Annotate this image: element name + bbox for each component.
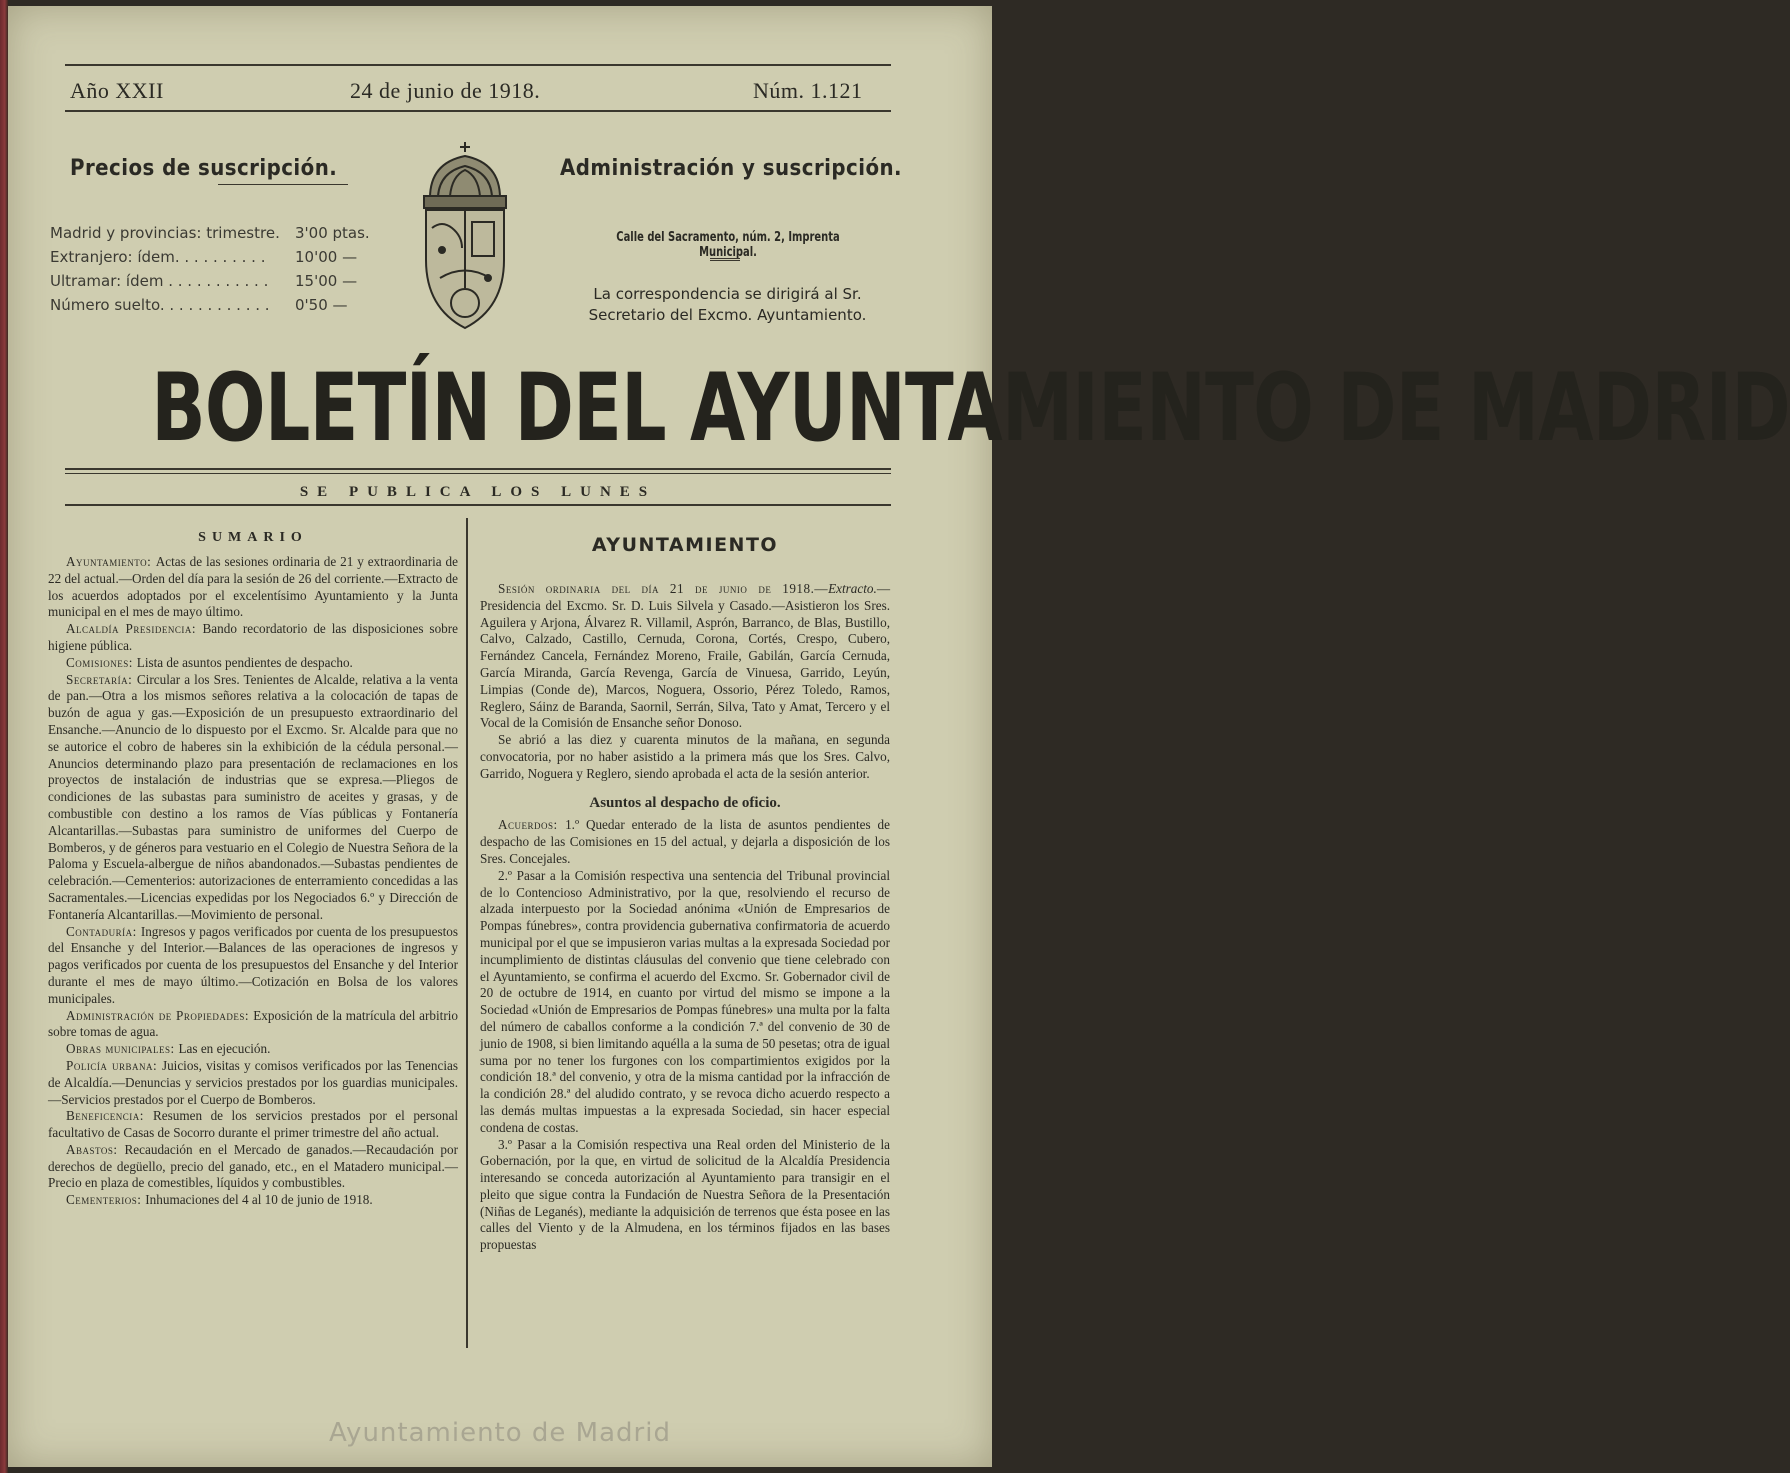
sumario-entry-text: Exposición de la matrícula del arbitrio sobre tomas de agua.: [48, 1007, 458, 1040]
sumario-entry: [48, 1058, 458, 1108]
sumario-entry: [48, 655, 458, 672]
session-lead: Sesión ordinaria del día 21 de junio de 1918.—: [498, 581, 829, 596]
price-amount: 3'00 ptas.: [295, 224, 370, 242]
price-row: [50, 248, 380, 266]
price-amount: 0'50 —: [295, 296, 348, 314]
acuerdo-item: [480, 868, 890, 1137]
sumario-entry-text: Ingresos y pagos verificados por cuenta de los presupuestos del Ensanche y del Interior.—Balances de las operaciones de ingresos y pagos verificados por cuenta de los presupuestos del Ensanche y del Interior durante el mes de mayo último.—Cotización en Bolsa de los valores municipales.: [48, 923, 458, 1006]
sumario-entry-lead: Administración de Propiedades:: [66, 1007, 254, 1023]
sumario-entry: [48, 621, 458, 655]
sumario-entry-text: Juicios, visitas y comisos verificados por las Tenencias de Alcaldía.—Denuncias y servicios prestados por los guardias municipales.—Servicios prestados por el Cuerpo de Bomberos.: [48, 1057, 459, 1107]
acuerdos-list: [480, 817, 890, 1254]
sumario-entry-text: Inhumaciones del 4 al 10 de junio de 1918.: [145, 1192, 373, 1208]
subtitle-rule: [65, 504, 891, 506]
coat-of-arms-emblem: [410, 138, 520, 338]
administration-note: La correspondencia se dirigirá al Sr. Secretario del Excmo. Ayuntamiento.: [588, 285, 867, 324]
newspaper-title: BOLETÍN DEL AYUNTAMIENTO DE MADRID: [151, 354, 1790, 463]
sumario-entry-lead: Beneficencia:: [66, 1108, 153, 1124]
sumario-entry: [48, 1142, 458, 1192]
sumario-entry-text: Actas de las sesiones ordinaria de 21 y extraordinaria de 22 del actual.—Orden del día para la sesión de 26 del corriente.—Extracto de los acuerdos adoptados por el excelentísimo Ayuntamiento y la Junta municipal en el mes de mayo último.: [48, 554, 458, 620]
price-row: [50, 296, 380, 314]
price-label: Número suelto. . . . . . . . . . . .: [50, 296, 270, 314]
session-paragraph: [480, 581, 890, 732]
title-rule-1: [65, 468, 891, 470]
price-amount: 15'00 —: [295, 272, 358, 290]
sumario-entry-lead: Alcaldía Presidencia:: [66, 621, 203, 637]
sumario-entry: [48, 1041, 458, 1058]
session-lead-italic: Extracto.: [828, 581, 877, 596]
date-label: 24 de junio de 1918.: [350, 78, 541, 103]
acuerdo-item: [480, 1137, 890, 1255]
ayuntamiento-column: [480, 581, 890, 1254]
price-amount: 10'00 —: [295, 248, 358, 266]
sumario-entry: [48, 924, 458, 1008]
sumario-entry: [48, 672, 458, 924]
sumario-entry-lead: Policía urbana:: [66, 1057, 162, 1073]
address-ornament: [710, 258, 740, 261]
sumario-entry-lead: Comisiones:: [66, 654, 137, 670]
sumario-entry-text: Las en ejecución.: [178, 1041, 271, 1057]
acuerdos-lead: Acuerdos:: [498, 817, 566, 833]
subscription-heading: Precios de suscripción.: [70, 156, 338, 181]
sumario-entry-lead: Ayuntamiento:: [66, 554, 156, 569]
session-text: —Presidencia del Excmo. Sr. D. Luis Silvela y Casado.—Asistieron los Sres. Aguilera y Arjona, Álvarez R. Villamil, Asprón, Barranco, de Blas, Bustillo, Calvo, Calzado, Castillo, Cernuda, Corona, Cortés, Crespo, Cubero, Fernández Cancela, Fernández Moreno, Fraile, Gabilán, García Cernuda, García Miranda, García Revenga, García de Vinuesa, Garrido, Leyún, Limpias (Conde de), Marcos, Noguera, Ossorio, Pérez Toledo, Ramos, Reglero, Sáinz de Baranda, Saornil, Serrán, Silva, Tato y Amat, Tercero y el Vocal de la Comisión de Ensanche señor Donoso.: [480, 581, 890, 731]
title-rule-2: [65, 473, 891, 474]
sumario-entry-text: Resumen de los servicios prestados por el personal facultativo de Casas de Socorro durante el primer trimestre del año actual.: [48, 1108, 458, 1141]
price-row: [50, 272, 380, 290]
sumario-entry-text: Bando recordatorio de las disposiciones sobre higiene pública.: [48, 621, 458, 653]
sumario-entry-lead: Obras municipales:: [66, 1041, 179, 1057]
opening-paragraph: Se abrió a las diez y cuarenta minutos de la mañana, en segunda convocatoria, por no haber asistido a la primera más que los Sres. Calvo, Garrido, Noguera y Reglero, siendo aprobada el acta de la sesión anterior.: [480, 732, 890, 781]
price-row: [50, 224, 380, 242]
sumario-entry-text: Lista de asuntos pendientes de despacho.: [136, 654, 353, 670]
sumario-entry-lead: Cementerios:: [66, 1192, 146, 1208]
acuerdo-text: 3.º Pasar a la Comisión respectiva una Real orden del Ministerio de la Gobernación, por la que, en virtud de solicitud de la Alcaldía Presidencia interesando se conceda autorización al Ayuntamiento para transigir en el pleito que sigue contra la Fundación de Nuestra Señora de la Presentación (Niñas de Leganés), mediante la adquisición de terrenos que ésta posee en las calles del Viento y de la Almudena, en los términos fijados en las bases propuestas: [480, 1136, 890, 1253]
top-rule: [65, 64, 891, 66]
acuerdo-text: 1.º Quedar enterado de la lista de asuntos pendientes de despacho de las Comisiones en 15 del actual, y dejarla a disposición de los Sres. Concejales.: [480, 817, 890, 866]
sumario-heading: SUMARIO: [198, 530, 308, 545]
sumario-entry-lead: Contaduría:: [66, 923, 141, 939]
sumario-entry-lead: Abastos:: [66, 1141, 125, 1157]
acuerdo-text: 2.º Pasar a la Comisión respectiva una sentencia del Tribunal provincial de lo Contencioso Administrativo, por la que, resolviendo el recurso de alzada interpuesto por la Sociedad anónima «Unión de Empresarios de Pompas fúnebres», contra providencia gubernativa confirmatoria de acuerdo municipal por el que se impusieron varias multas a la expresada Sociedad por incumplimiento de distintas cláusulas del convenio que tiene celebrado con el Ayuntamiento, se confirma el acuerdo del Excmo. Sr. Gobernador civil de 20 de octubre de 1914, en cuanto por virtud del mismo se impone a la Sociedad «Unión de Empresarios de Pompas fúnebres» una multa por la falta del número de caballos conforme a la condición 7.ª del convenio de 30 de junio de 1908, si bien limitando aquélla a la suma de 50 pesetas; otra de igual suma por no tener los furgones con los compartimientos exigidos por la condición 18.ª del convenio, y otra de la misma cantidad por la infracción de la condición 28.ª del aludido contrato, y se revoca dicho acuerdo respecto a las demás multas impuestas a la expresada Sociedad, sin hacer especial condena de costas.: [480, 867, 890, 1135]
acuerdo-item: [480, 817, 890, 867]
price-label: Extranjero: ídem. . . . . . . . . .: [50, 248, 266, 266]
despacho-subheading: Asuntos al despacho de oficio.: [589, 794, 781, 811]
subscription-underline: [218, 184, 348, 185]
column-divider: [466, 518, 468, 1348]
newspaper-page: [8, 6, 1790, 1467]
binding-edge: [0, 0, 8, 1473]
sumario-entry-lead: Secretaría:: [66, 671, 137, 687]
publication-frequency: SE PUBLICA LOS LUNES: [299, 484, 657, 500]
year-label: Año XXII: [70, 78, 164, 103]
sumario-entry: [48, 1192, 458, 1209]
sumario-entry-text: Recaudación en el Mercado de ganados.—Recaudación por derechos de degüello, precio del ganado, etc., en el Matadero municipal.—Precio en plaza de comestibles, líquidos y combustibles.: [48, 1141, 458, 1191]
masthead-rule: [65, 110, 891, 112]
price-label: Ultramar: ídem . . . . . . . . . . .: [50, 272, 269, 290]
sumario-entry: [48, 1108, 458, 1142]
sumario-column: [48, 554, 458, 1209]
sumario-entry-text: Circular a los Sres. Tenientes de Alcalde, relativa a la venta de pan.—Otra a los mismos señores relativa a la colocación de tapas de buzón de agua y gas.—Exposición de un presupuesto extraordinario del Ensanche.—Anuncio de lo dispuesto por el Excmo. Sr. Alcalde para que no se autorice el cobro de haberes sin la exhibición de la cédula personal.—Anuncios determinando plazo para presentación de reclamaciones en los proyectos de instalación de industrias que se expresa.—Pliegos de condiciones de las subastas para suministro de aceites y grasas, y de combustible con destino a los ramos de Vías públicas y Fontanería Alcantarillas.—Subastas para suministro de uniformes del Cuerpo de Bomberos, y de géneros para vestuario en el Colegio de Nuestra Señora de la Paloma y Escuela-albergue de niños abandonados.—Subastas pendientes de celebración.—Cementerios: autorizaciones de enterramiento concedidas a las Sacramentales.—Licencias expedidas por los Negociados 6.º y Dirección de Fontanería Alcantarillas.—Movimiento de personal.: [48, 671, 459, 922]
administration-address: Calle del Sacramento, núm. 2, Imprenta Municipal.: [616, 230, 840, 260]
price-label: Madrid y provincias: trimestre.: [50, 224, 280, 242]
sumario-entry: [48, 554, 458, 621]
sumario-entry: [48, 1008, 458, 1042]
watermark-text: Ayuntamiento de Madrid: [329, 1418, 671, 1448]
administration-heading: Administración y suscripción.: [560, 156, 903, 181]
issue-number: Núm. 1.121: [753, 78, 863, 103]
ayuntamiento-heading: AYUNTAMIENTO: [591, 534, 779, 556]
